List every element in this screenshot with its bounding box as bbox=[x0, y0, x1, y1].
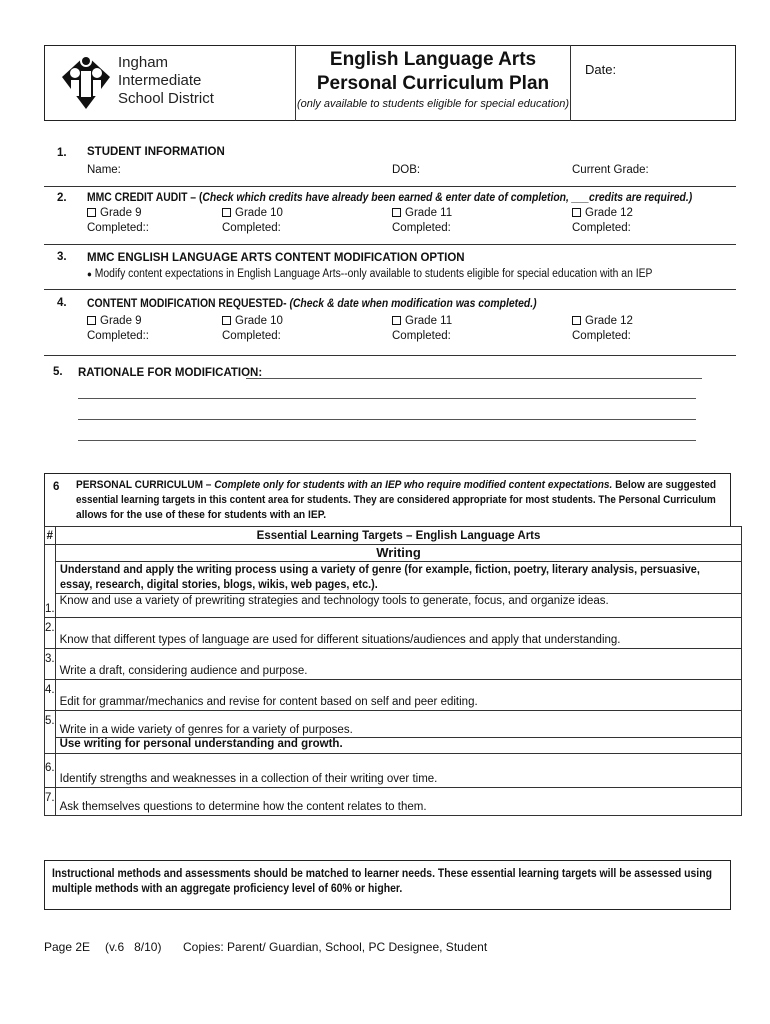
checkbox-icon[interactable] bbox=[392, 208, 401, 217]
target-text: Write a draft, considering audience and purpose. bbox=[55, 649, 742, 680]
divider-1 bbox=[44, 186, 736, 187]
mod-completed-grade-12: Completed: bbox=[572, 330, 631, 342]
credit-grade-12[interactable] bbox=[572, 207, 633, 219]
group-1-line-1: Understand and apply the writing process using a variety of genre (for example, fiction, poetry, literary analysis, persuasive, bbox=[59, 564, 700, 576]
copies-label: Copies: Parent/ Guardian, School, PC Designee, Student bbox=[183, 940, 488, 954]
section-6-number: 6 bbox=[53, 481, 60, 493]
credit-grade-10[interactable] bbox=[222, 207, 283, 219]
section-1-heading: STUDENT INFORMATION bbox=[87, 146, 225, 158]
grade-label: Grade 9 bbox=[100, 207, 142, 219]
section-4-heading bbox=[87, 298, 537, 310]
table-row bbox=[45, 594, 742, 618]
row-number: 7. bbox=[45, 788, 56, 816]
section-2-heading bbox=[87, 192, 692, 204]
section-4-heading-bold: CONTENT MODIFICATION REQUESTED- bbox=[87, 298, 290, 310]
logo-text bbox=[118, 54, 214, 108]
section-3-bullet bbox=[87, 268, 652, 280]
pc-rest: Below are suggested bbox=[612, 479, 716, 491]
target-text: Know and use a variety of prewriting strategies and technology tools to generate, focus, and organize ideas. bbox=[55, 594, 742, 618]
bullet-text: Modify content expectations in English Language Arts--only available to students eligible for special education with an IEP bbox=[94, 268, 653, 280]
section-6-line-3: allows for the use of these for students with an IEP. bbox=[76, 509, 327, 521]
grade-label: Grade 10 bbox=[235, 315, 283, 327]
current-grade-label: Current Grade: bbox=[572, 164, 649, 176]
grade-label: Grade 12 bbox=[585, 207, 633, 219]
empty-cell bbox=[45, 545, 56, 562]
divider-3 bbox=[44, 289, 736, 290]
section-2-heading-bold: MMC CREDIT AUDIT – ( bbox=[87, 192, 203, 204]
checkbox-icon[interactable] bbox=[222, 316, 231, 325]
page-number: Page 2E bbox=[44, 940, 91, 954]
table-row bbox=[45, 618, 742, 649]
checkbox-icon[interactable] bbox=[572, 208, 581, 217]
group-1-description bbox=[55, 562, 742, 594]
name-label: Name: bbox=[87, 164, 121, 176]
row-number: 6. bbox=[45, 754, 56, 788]
version-label: (v.6 8/10) bbox=[105, 940, 162, 954]
table-row bbox=[45, 788, 742, 816]
mod-grade-10[interactable] bbox=[222, 315, 283, 327]
group-1-line-2: essay, research, digital stories, blogs, wikis, web pages, etc.). bbox=[59, 579, 378, 591]
dob-label: DOB: bbox=[392, 164, 421, 176]
grade-label: Grade 11 bbox=[405, 207, 453, 219]
rationale-line-2[interactable] bbox=[78, 398, 696, 399]
mod-completed-grade-10: Completed: bbox=[222, 330, 281, 342]
checkbox-icon[interactable] bbox=[87, 316, 96, 325]
note-line-1: Instructional methods and assessments should be matched to learner needs. These essential learning targets will be assessed using bbox=[52, 868, 712, 880]
empty-cell bbox=[45, 738, 56, 754]
row-number: 4. bbox=[45, 680, 56, 711]
section-5-number: 5. bbox=[53, 366, 63, 378]
mod-grade-11[interactable] bbox=[392, 315, 452, 327]
section-6-line-2: essential learning targets in this content area for students. They are considered appropriate for most students. The Personal Curriculum bbox=[76, 494, 716, 506]
table-header-row bbox=[45, 527, 742, 545]
col-number-header: # bbox=[45, 527, 56, 545]
row-number: 5. bbox=[45, 711, 56, 738]
pc-italic: Complete only for students with an IEP who require modified content expectations. bbox=[214, 479, 613, 491]
isd-logo bbox=[60, 53, 112, 111]
pc-label: PERSONAL CURRICULUM – bbox=[76, 479, 215, 491]
grade-label: Grade 10 bbox=[235, 207, 283, 219]
table-row bbox=[45, 545, 742, 562]
completed-grade-9: Completed:: bbox=[87, 222, 150, 234]
divider-2 bbox=[44, 244, 736, 245]
table-row bbox=[45, 649, 742, 680]
divider-4 bbox=[44, 355, 736, 356]
mod-grade-9[interactable] bbox=[87, 315, 142, 327]
grade-label: Grade 9 bbox=[100, 315, 142, 327]
logo-line-1: Ingham bbox=[118, 54, 169, 71]
rationale-line-1[interactable] bbox=[246, 378, 702, 379]
rationale-line-3[interactable] bbox=[78, 419, 696, 420]
col-title-header: Essential Learning Targets – English Language Arts bbox=[55, 527, 742, 545]
page-title: English Language Arts bbox=[329, 49, 537, 70]
table-row bbox=[45, 754, 742, 788]
section-6-line-1 bbox=[76, 479, 716, 491]
checkbox-icon[interactable] bbox=[87, 208, 96, 217]
target-text: Identify strengths and weaknesses in a collection of their writing over time. bbox=[55, 754, 742, 788]
target-text: Write in a wide variety of genres for a variety of purposes. bbox=[55, 711, 742, 738]
learning-targets-table bbox=[44, 526, 742, 816]
logo-line-3: School District bbox=[118, 90, 214, 107]
target-text: Know that different types of language are used for different situations/audiences and apply that understanding. bbox=[55, 618, 742, 649]
logo-emblem-icon bbox=[60, 53, 112, 111]
credit-grade-9[interactable] bbox=[87, 207, 142, 219]
table-row bbox=[45, 680, 742, 711]
empty-cell bbox=[45, 562, 56, 594]
section-2-number: 2. bbox=[57, 192, 67, 204]
table-row bbox=[45, 711, 742, 738]
table-row bbox=[45, 562, 742, 594]
table-row bbox=[45, 738, 742, 754]
grade-label: Grade 12 bbox=[585, 315, 633, 327]
row-number: 2. bbox=[45, 618, 56, 649]
mod-grade-12[interactable] bbox=[572, 315, 633, 327]
grade-label: Grade 11 bbox=[405, 315, 453, 327]
completed-grade-12: Completed: bbox=[572, 222, 631, 234]
checkbox-icon[interactable] bbox=[222, 208, 231, 217]
header-divider-right bbox=[570, 45, 571, 121]
section-4-number: 4. bbox=[57, 297, 67, 309]
title-block bbox=[296, 48, 570, 110]
writing-subheading: Writing bbox=[55, 545, 742, 562]
eligibility-note: (only available to students eligible for special education) bbox=[296, 98, 570, 110]
bullet-icon: ● bbox=[87, 269, 92, 279]
note-line-2: multiple methods with an aggregate proficiency level of 60% or higher. bbox=[52, 883, 403, 895]
page-subtitle: Personal Curriculum Plan bbox=[316, 73, 550, 94]
target-text: Ask themselves questions to determine how the content relates to them. bbox=[55, 788, 742, 816]
completed-grade-11: Completed: bbox=[392, 222, 451, 234]
credit-grade-11[interactable] bbox=[392, 207, 452, 219]
section-3-number: 3. bbox=[57, 251, 67, 263]
target-text: Edit for grammar/mechanics and revise for content based on self and peer editing. bbox=[55, 680, 742, 711]
completed-grade-10: Completed: bbox=[222, 222, 281, 234]
section-1-number: 1. bbox=[57, 147, 67, 159]
mod-completed-grade-9: Completed:: bbox=[87, 330, 150, 342]
section-3-heading: MMC ENGLISH LANGUAGE ARTS CONTENT MODIFICATION OPTION bbox=[87, 252, 465, 264]
section-2-heading-italic: Check which credits have already been earned & enter date of completion, ___credits are required.) bbox=[202, 192, 693, 204]
group-2-description: Use writing for personal understanding and growth. bbox=[55, 738, 742, 754]
row-number: 3. bbox=[45, 649, 56, 680]
checkbox-icon[interactable] bbox=[572, 316, 581, 325]
mod-completed-grade-11: Completed: bbox=[392, 330, 451, 342]
section-4-heading-italic: (Check & date when modification was completed.) bbox=[289, 298, 537, 310]
row-number: 1. bbox=[45, 594, 56, 618]
checkbox-icon[interactable] bbox=[392, 316, 401, 325]
logo-line-2: Intermediate bbox=[118, 72, 202, 89]
date-label: Date: bbox=[585, 62, 617, 77]
rationale-line-4[interactable] bbox=[78, 440, 696, 441]
section-5-heading: RATIONALE FOR MODIFICATION: bbox=[78, 367, 263, 379]
